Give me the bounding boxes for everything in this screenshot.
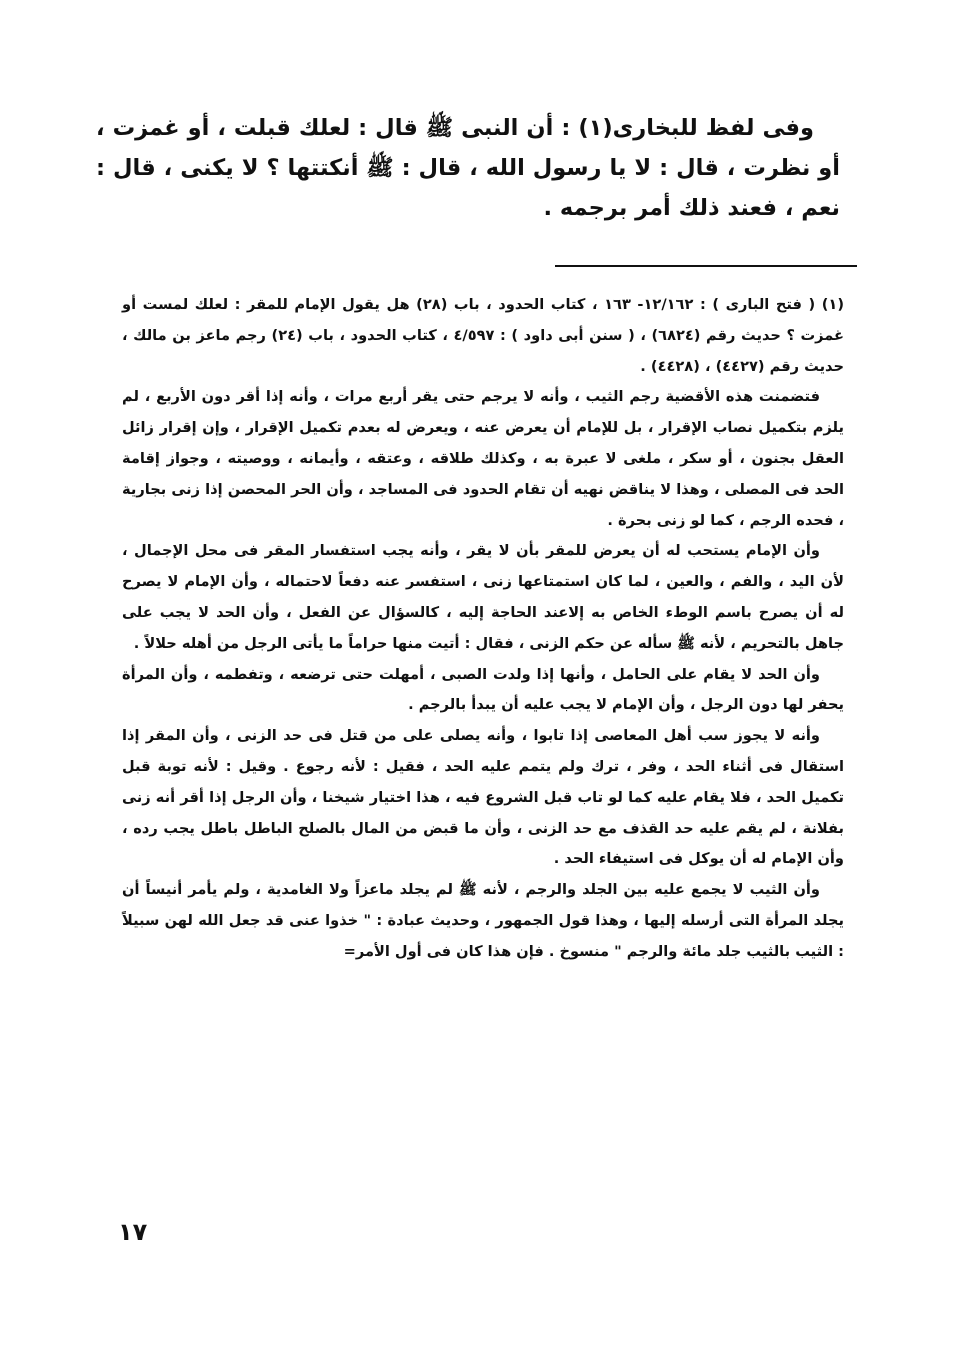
page-number: ١٧	[118, 1218, 148, 1246]
footnote-paragraph: وأن الثيب لا يجمع عليه بين الجلد والرجم ، لأنه ﷺ لم يجلد ماعزاً ولا الغامدية ، ولم يأمر أنيساً أن يجلد المرأة التى أرسله إليها ، وهذا قول الجمهور ، وحديث عبادة : " خذوا عنى قد جعل الله لهن سبيلاً : الثيب بالثيب جلد مائة والرجم " منسوخ . فإن هذا كان فى أول الأمر=	[122, 881, 844, 960]
footnote-paragraph: وأنه لا يجوز سب أهل المعاصى إذا تابوا ، وأنه يصلى على من قتل فى حد الزنى ، وأن المقر إذا استقال فى أثناء الحد ، وفر ، ترك ولم يتمم عليه الحد ، فقيل : لأنه رجوع . وقيل : لأنه توبة قبل تكميل الحد ، فلا يقام عليه كما لو تاب قبل الشروع فيه ، هذا اختيار شيخنا ، وأن الرجل إذا أقر أنه زنى بفلانة ، لم يقم عليه حد القذف مع حد الزنى ، وأن ما قبض من المال بالصلح الباطل باطل يجب رده ، وأن الإمام له أن يوكل فى استيفاء الحد .	[122, 727, 844, 868]
main-text-block	[96, 108, 840, 228]
footnote-paragraph: وأن الإمام يستحب له أن يعرض للمقر بأن لا يقر ، وأنه يجب استفسار المقر فى محل الإجمال ، لأن اليد ، والفم ، والعين ، لما كان استمتاعها زنى ، استفسر عنه دفعاً لاحتماله ، وأن الإمام لا يصرح له أن يصرح باسم الوطء الخاص به إلاعند الحاجة إليه ، كالسؤال عن الفعل ، وأن الحد لا يجب على جاهل بالتحريم ، لأنه ﷺ سأله عن حكم الزنى ، فقال : أتيت منها حراماً ما يأتى الرجل من أهله حلالاً .	[122, 542, 844, 652]
main-paragraph: وفى لفظ للبخارى(١) : أن النبى ﷺ قال : لعلك قبلت ، أو غمزت ، أو نظرت ، قال : لا يا رسول الله ، قال : ﷺ أنكتتها ؟ لا يكنى ، قال : نعم ، فعند ذلك أمر برجمه .	[96, 115, 840, 221]
footnotes-block	[122, 290, 844, 968]
footnote-paragraph: وأن الحد لا يقام على الحامل ، وأنها إذا ولدت الصبى ، أمهلت حتى ترضعه ، وتفطمه ، وأن المرأة يحفر لها دون الرجل ، وأن الإمام لا يجب عليه أن يبدأ بالرجم .	[122, 665, 844, 714]
footnote-citation: (١) ( فتح البارى ) : ١٢/١٦٢- ١٦٣ ، كتاب الحدود ، باب (٢٨) هل يقول الإمام للمقر : لعلك لمست أو غمزت ؟ حديث رقم (٦٨٢٤) ، ( سنن أبى داود ) : ٤/٥٩٧ ، كتاب الحدود ، باب (٢٤) رجم ماعز بن مالك ، حديث رقم (٤٤٢٧) ، (٤٤٢٨) .	[122, 296, 845, 375]
footnote-paragraph: فتضمنت هذه الأقضية رجم الثيب ، وأنه لا يرجم حتى يقر أربع مرات ، وأنه إذا أقر دون الأربع ، لم يلزم بتكميل نصاب الإقرار ، بل للإمام أن يعرض عنه ، ويعرض له بعدم تكميل الإقرار ، وإن إقرار زائل العقل بجنون ، أو سكر ، ملغى لا عبرة به ، وكذلك طلاقه ، وعتقه ، وأيمانه ، ووصيته ، وجواز إقامة الحد فى المصلى ، وهذا لا يناقض نهيه أن تقام الحدود فى المساجد ، وأن الحر المحصن إذا زنى بجارية ، فحده الرجم ، كما لو زنى بحرة .	[122, 388, 844, 529]
footnote-separator-rule	[555, 265, 857, 267]
